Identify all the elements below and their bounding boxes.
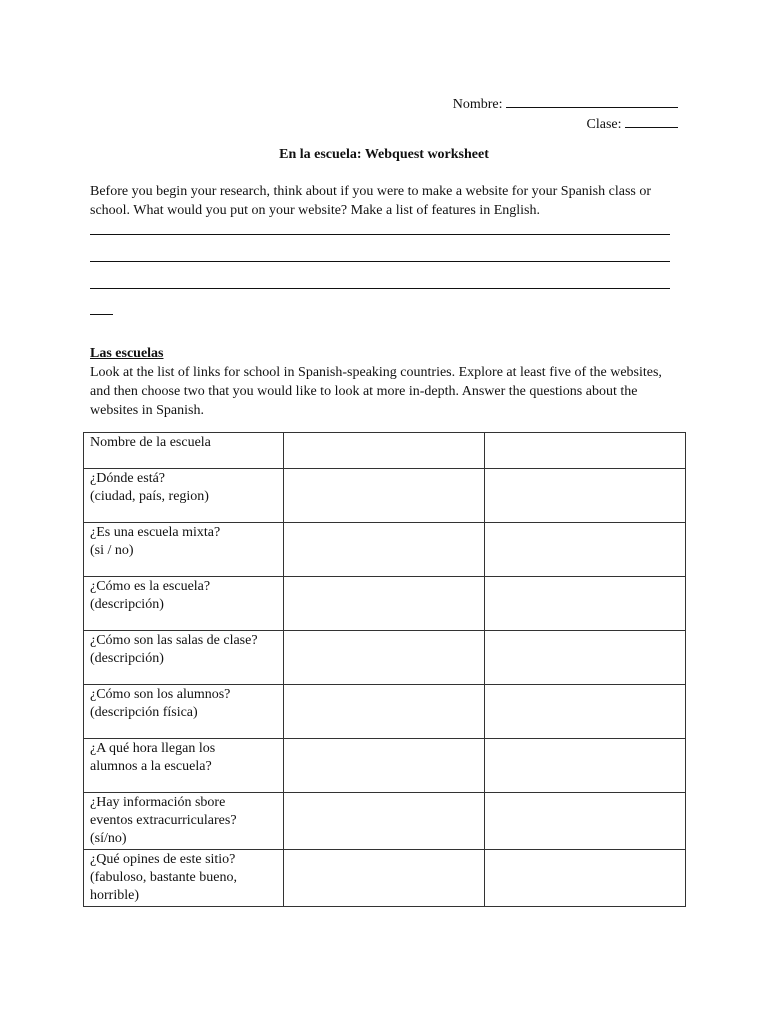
class-row bbox=[453, 114, 678, 134]
question-cell bbox=[84, 793, 284, 850]
class-blank bbox=[625, 114, 678, 128]
school-1-answer-cell bbox=[284, 523, 485, 577]
intro-paragraph: Before you begin your research, think about if you were to make a website for your Spanish class or school. What would you put on your website? Make a list of features in English. bbox=[90, 184, 652, 218]
table-row bbox=[84, 850, 686, 907]
school-1-answer-cell bbox=[284, 577, 485, 631]
school-2-answer-cell bbox=[485, 433, 686, 469]
school-2-answer-cell bbox=[485, 685, 686, 739]
question-line: alumnos a la escuela? bbox=[90, 759, 212, 774]
school-comparison-table bbox=[83, 432, 686, 907]
question-line: (fabuloso, bastante bueno, bbox=[90, 870, 237, 885]
question-cell bbox=[84, 739, 284, 793]
question-line: (si / no) bbox=[90, 543, 134, 558]
las-escuelas-section bbox=[90, 344, 680, 420]
school-1-answer-cell bbox=[284, 433, 485, 469]
school-2-answer-cell bbox=[485, 739, 686, 793]
question-line: eventos extracurriculares? bbox=[90, 813, 237, 828]
question-line: ¿Cómo son las salas de clase? bbox=[90, 633, 258, 648]
table-row bbox=[84, 685, 686, 739]
school-2-answer-cell bbox=[485, 469, 686, 523]
class-label: Clase: bbox=[586, 117, 622, 132]
table-row bbox=[84, 577, 686, 631]
question-line: ¿Cómo es la escuela? bbox=[90, 579, 211, 594]
school-2-answer-cell bbox=[485, 850, 686, 907]
table-row bbox=[84, 739, 686, 793]
table-row bbox=[84, 433, 686, 469]
table-row bbox=[84, 523, 686, 577]
table-row bbox=[84, 793, 686, 850]
school-2-answer-cell bbox=[485, 793, 686, 850]
answer-line-3 bbox=[90, 288, 670, 289]
question-line: ¿Es una escuela mixta? bbox=[90, 525, 221, 540]
school-2-answer-cell bbox=[485, 523, 686, 577]
question-line: (sí/no) bbox=[90, 831, 127, 846]
question-line: ¿A qué hora llegan los bbox=[90, 741, 216, 756]
name-row bbox=[453, 94, 678, 114]
answer-line-2 bbox=[90, 261, 670, 262]
name-blank bbox=[506, 94, 678, 108]
question-cell bbox=[84, 631, 284, 685]
school-1-answer-cell bbox=[284, 739, 485, 793]
question-line: (descripción física) bbox=[90, 705, 198, 720]
question-line: (descripción) bbox=[90, 597, 164, 612]
question-line: ¿Dónde está? bbox=[90, 471, 166, 486]
question-cell bbox=[84, 850, 284, 907]
answer-line-1 bbox=[90, 234, 670, 235]
section-instructions: Look at the list of links for school in Spanish-speaking countries. Explore at least five of the websites, and then choose two that you would like to look at more in-depth. Answer the questions about the websites in Spanish. bbox=[90, 365, 662, 418]
question-line: ¿Hay información sbore bbox=[90, 795, 226, 810]
question-line: ¿Cómo son los alumnos? bbox=[90, 687, 231, 702]
student-info-header bbox=[453, 94, 678, 134]
question-line: horrible) bbox=[90, 888, 139, 903]
table-row bbox=[84, 631, 686, 685]
section-title: Las escuelas bbox=[90, 346, 164, 361]
page-title: En la escuela: Webquest worksheet bbox=[279, 147, 489, 162]
school-2-answer-cell bbox=[485, 631, 686, 685]
question-cell bbox=[84, 433, 284, 469]
school-1-answer-cell bbox=[284, 793, 485, 850]
question-line: (ciudad, país, region) bbox=[90, 489, 209, 504]
question-line: ¿Qué opines de este sitio? bbox=[90, 852, 236, 867]
school-1-answer-cell bbox=[284, 631, 485, 685]
school-1-answer-cell bbox=[284, 685, 485, 739]
school-1-answer-cell bbox=[284, 469, 485, 523]
school-1-answer-cell bbox=[284, 850, 485, 907]
table-row bbox=[84, 469, 686, 523]
answer-line-4 bbox=[90, 314, 113, 315]
school-2-answer-cell bbox=[485, 577, 686, 631]
question-cell bbox=[84, 523, 284, 577]
question-cell bbox=[84, 577, 284, 631]
question-cell bbox=[84, 685, 284, 739]
question-line: Nombre de la escuela bbox=[90, 435, 211, 450]
name-label: Nombre: bbox=[452, 97, 503, 112]
question-line: (descripción) bbox=[90, 651, 164, 666]
question-cell bbox=[84, 469, 284, 523]
